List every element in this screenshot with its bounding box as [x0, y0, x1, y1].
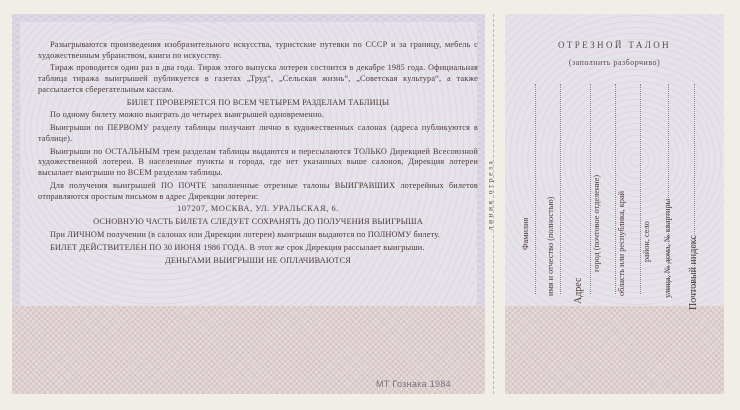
field-label-street: улица, № дома, № квартиры: [663, 198, 672, 298]
field-line-region[interactable]: [615, 84, 616, 294]
stub-subtitle: (заполнить разборчиво): [568, 58, 661, 67]
rules-paragraph: Тираж проводится один раз в два года. Тираж этого выпуска лотереи состоится в декабре 1985 года. Официальная таблица тиража выигрышей публикуется в газетах „Труд“, „Сельская жизнь“, „Советская культура“, а также рассылается сберегательным кассам.: [38, 63, 478, 94]
field-label-district: район, село: [642, 221, 651, 262]
field-label-postcode: Почтовый индекс: [688, 235, 699, 310]
rules-heading: ДЕНЬГАМИ ВЫИГРЫШИ НЕ ОПЛАЧИВАЮТСЯ: [165, 255, 351, 265]
rules-text: [38, 40, 478, 269]
rules-paragraph: При ЛИЧНОМ получении (в салонах или Дирекции лотереи) выигрыши выдаются по ПОЛНОМУ билету.: [50, 230, 440, 240]
printer-imprint: МТ Гознака 1984: [376, 379, 451, 389]
field-line-surname[interactable]: [535, 84, 536, 294]
field-label-name: имя и отчество (полностью): [546, 196, 555, 296]
field-label-address: Адрес: [573, 277, 584, 304]
field-line-district[interactable]: [640, 84, 641, 294]
directorate-address: 107207, МОСКВА, УЛ. УРАЛЬСКАЯ, 6.: [177, 204, 339, 214]
field-label-region: область или республика, край: [617, 190, 626, 296]
cut-line-label: линия отреза: [485, 158, 495, 231]
rules-paragraph: БИЛЕТ ДЕЙСТВИТЕЛЕН ПО 30 ИЮНЯ 1986 ГОДА. В этот же срок Дирекция рассылает выигрыши.: [50, 243, 425, 253]
stub-title: ОТРЕЗНОЙ ТАЛОН: [557, 40, 672, 50]
rules-paragraph: По одному билету можно выиграть до четырех выигрышей одновременно.: [50, 110, 324, 120]
rules-heading: БИЛЕТ ПРОВЕРЯЕТСЯ ПО ВСЕМ ЧЕТЫРЕМ РАЗДЕЛАМ ТАБЛИЦЫ: [126, 97, 390, 107]
field-line-name[interactable]: [560, 84, 561, 294]
rules-paragraph: Для получения выигрышей ПО ПОЧТЕ заполненные отрезные талоны ВЫИГРАВШИХ лотерейных билетов отправляются простым письмом в адрес Дирекции лотереи:: [38, 180, 478, 201]
field-line-city[interactable]: [590, 84, 591, 294]
stub-panel-bottom-band: [505, 306, 724, 394]
rules-paragraph: Выигрыши по ПЕРВОМУ разделу таблицы получают лично в художественных салонах (адреса публикуются в таблице).: [38, 123, 478, 143]
rules-heading: ОСНОВНУЮ ЧАСТЬ БИЛЕТА СЛЕДУЕТ СОХРАНЯТЬ ДО ПОЛУЧЕНИЯ ВЫИГРЫША: [93, 217, 423, 227]
rules-paragraph: Выигрыши по ОСТАЛЬНЫМ трем разделам таблицы выдаются и пересылаются ТОЛЬКО Дирекцией Всесоюзной художественной лотереи. В населенные пункты и города, где нет указанных выше салонов, Дирекция лотереи высылает выигрыши по ВСЕМ разделам таблицы.: [38, 146, 478, 178]
field-label-surname: Фамилия: [521, 217, 530, 250]
rules-paragraph: Разыгрываются произведения изобразительного искусства, туристские путевки по СССР и за границу, мебель с художественным убранством, книги по искусству.: [38, 40, 478, 60]
field-label-city: город (почтовое отделение): [592, 174, 601, 272]
